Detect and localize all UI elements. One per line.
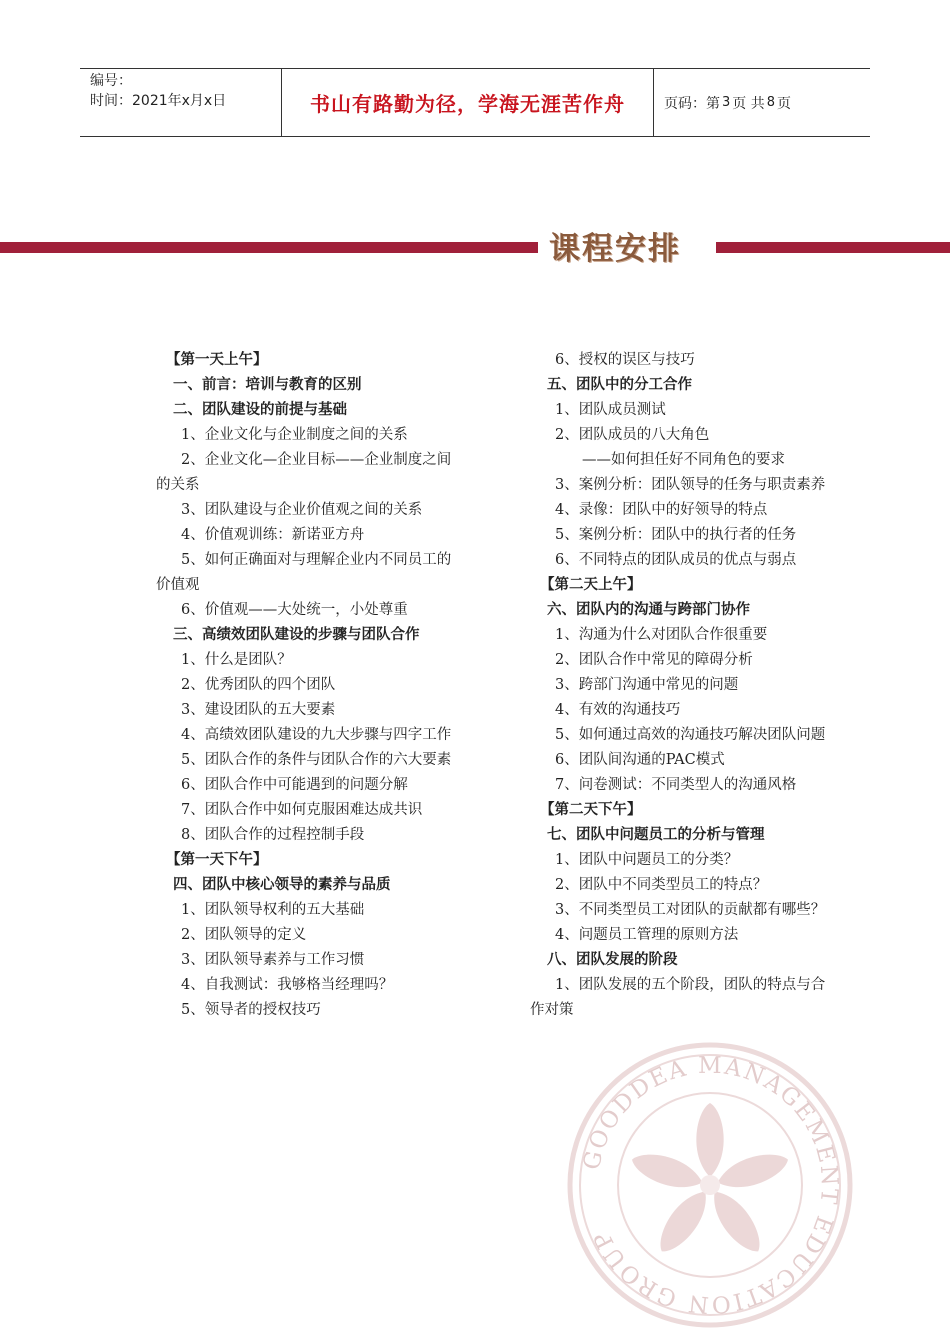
- document-time-label: 时间：2021年x月x日: [90, 93, 227, 109]
- schedule-item: 1、团队领导权利的五大基础: [181, 902, 365, 918]
- section-heading: 四、团队中核心领导的素养与品质: [173, 877, 391, 893]
- header-motto-cell: [282, 69, 654, 136]
- session-heading: 【第二天下午】: [540, 802, 642, 818]
- schedule-item: 7、问卷测试：不同类型人的沟通风格: [555, 777, 797, 793]
- flower-icon: [628, 1103, 792, 1259]
- page-total: 8: [766, 95, 776, 110]
- page-indicator: [654, 69, 870, 136]
- schedule-item: 2、团队成员的八大角色: [555, 427, 710, 443]
- schedule-item: 3、团队领导素养与工作习惯: [181, 952, 365, 968]
- section-heading: 八、团队发展的阶段: [547, 952, 678, 968]
- schedule-item: 4、自我测试：我够格当经理吗？: [181, 977, 394, 993]
- page-end: 页: [777, 95, 792, 112]
- schedule-item: 5、如何通过高效的沟通技巧解决团队问题: [555, 727, 826, 743]
- section-heading: 六、团队内的沟通与跨部门协作: [547, 602, 750, 618]
- header-motto: 书山有路勤为径，学海无涯苦作舟: [310, 92, 625, 116]
- section-heading: 三、高绩效团队建设的步骤与团队合作: [173, 627, 420, 643]
- schedule-item: 2、团队合作中常见的障碍分析: [555, 652, 753, 668]
- session-heading: 【第一天上午】: [166, 352, 268, 368]
- section-heading: 二、团队建设的前提与基础: [173, 402, 347, 418]
- section-banner-bar-right: [716, 242, 950, 253]
- header-meta: [80, 69, 282, 136]
- schedule-item: 1、企业文化与企业制度之间的关系: [181, 427, 408, 443]
- schedule-item: 1、团队中问题员工的分类？: [555, 852, 739, 868]
- schedule-item: 2、优秀团队的四个团队: [181, 677, 336, 693]
- page-mid: 页 共: [732, 95, 765, 112]
- schedule-item: 3、案例分析：团队领导的任务与职责素养: [555, 477, 826, 493]
- schedule-item: 2、企业文化—企业目标——企业制度之间: [181, 452, 452, 468]
- session-heading: 【第一天下午】: [166, 852, 268, 868]
- schedule-item: 6、团队间沟通的PAC模式: [555, 752, 725, 768]
- section-heading: 一、前言：培训与教育的区别: [173, 377, 362, 393]
- schedule-item: 7、团队合作中如何克服困难达成共识: [181, 802, 423, 818]
- schedule-left-column: [156, 348, 496, 1023]
- watermark-text: GOODDEA MANAGEMENT EDUCATION GROUP: [578, 1052, 843, 1318]
- schedule-item: 4、高绩效团队建设的九大步骤与四字工作: [181, 727, 452, 743]
- schedule-item-continuation: 的关系: [156, 477, 200, 493]
- schedule-item: 5、如何正确面对与理解企业内不同员工的: [181, 552, 452, 568]
- schedule-item: 1、什么是团队？: [181, 652, 292, 668]
- schedule-item: 5、领导者的授权技巧: [181, 1002, 321, 1018]
- schedule-item: 6、团队合作中可能遇到的问题分解: [181, 777, 408, 793]
- section-heading: 五、团队中的分工合作: [547, 377, 692, 393]
- schedule-item: 4、录像：团队中的好领导的特点: [555, 502, 768, 518]
- schedule-item: 6、不同特点的团队成员的优点与弱点: [555, 552, 797, 568]
- schedule-item: 3、团队建设与企业价值观之间的关系: [181, 502, 423, 518]
- schedule-item: 8、团队合作的过程控制手段: [181, 827, 365, 843]
- schedule-item: 1、团队发展的五个阶段，团队的特点与合: [555, 977, 826, 993]
- schedule-item: 4、问题员工管理的原则方法: [555, 927, 739, 943]
- schedule-item: 3、建设团队的五大要素: [181, 702, 336, 718]
- session-heading: 【第二天上午】: [540, 577, 642, 593]
- section-banner-bar-left: [0, 242, 538, 253]
- schedule-item: 1、团队成员测试: [555, 402, 666, 418]
- schedule-item: 5、案例分析：团队中的执行者的任务: [555, 527, 797, 543]
- schedule-item: 2、团队中不同类型员工的特点？: [555, 877, 768, 893]
- schedule-item: 4、有效的沟通技巧: [555, 702, 681, 718]
- schedule-item: 3、跨部门沟通中常见的问题: [555, 677, 739, 693]
- schedule-item: 4、价值观训练：新诺亚方舟: [181, 527, 365, 543]
- schedule-item: 6、授权的误区与技巧: [555, 352, 695, 368]
- schedule-item-continuation: 价值观: [156, 577, 200, 593]
- page-current: 3: [722, 95, 731, 110]
- schedule-subitem: ——如何担任好不同角色的要求: [582, 452, 785, 468]
- section-heading: 七、团队中问题员工的分析与管理: [547, 827, 765, 843]
- schedule-item: 3、不同类型员工对团队的贡献都有哪些？: [555, 902, 826, 918]
- schedule-item-continuation: 作对策: [530, 1002, 574, 1018]
- document-number-label: 编号：: [90, 73, 132, 89]
- schedule-right-column: [530, 348, 870, 1023]
- schedule-item: 5、团队合作的条件与团队合作的六大要素: [181, 752, 452, 768]
- schedule-item: 2、团队领导的定义: [181, 927, 307, 943]
- document-header: [80, 68, 870, 137]
- page-label: 页码：第: [664, 95, 720, 112]
- schedule-item: 6、价值观——大处统一，小处尊重: [181, 602, 408, 618]
- watermark-seal: [565, 1040, 855, 1330]
- section-title: 课程安排: [549, 231, 681, 267]
- schedule-item: 1、沟通为什么对团队合作很重要: [555, 627, 768, 643]
